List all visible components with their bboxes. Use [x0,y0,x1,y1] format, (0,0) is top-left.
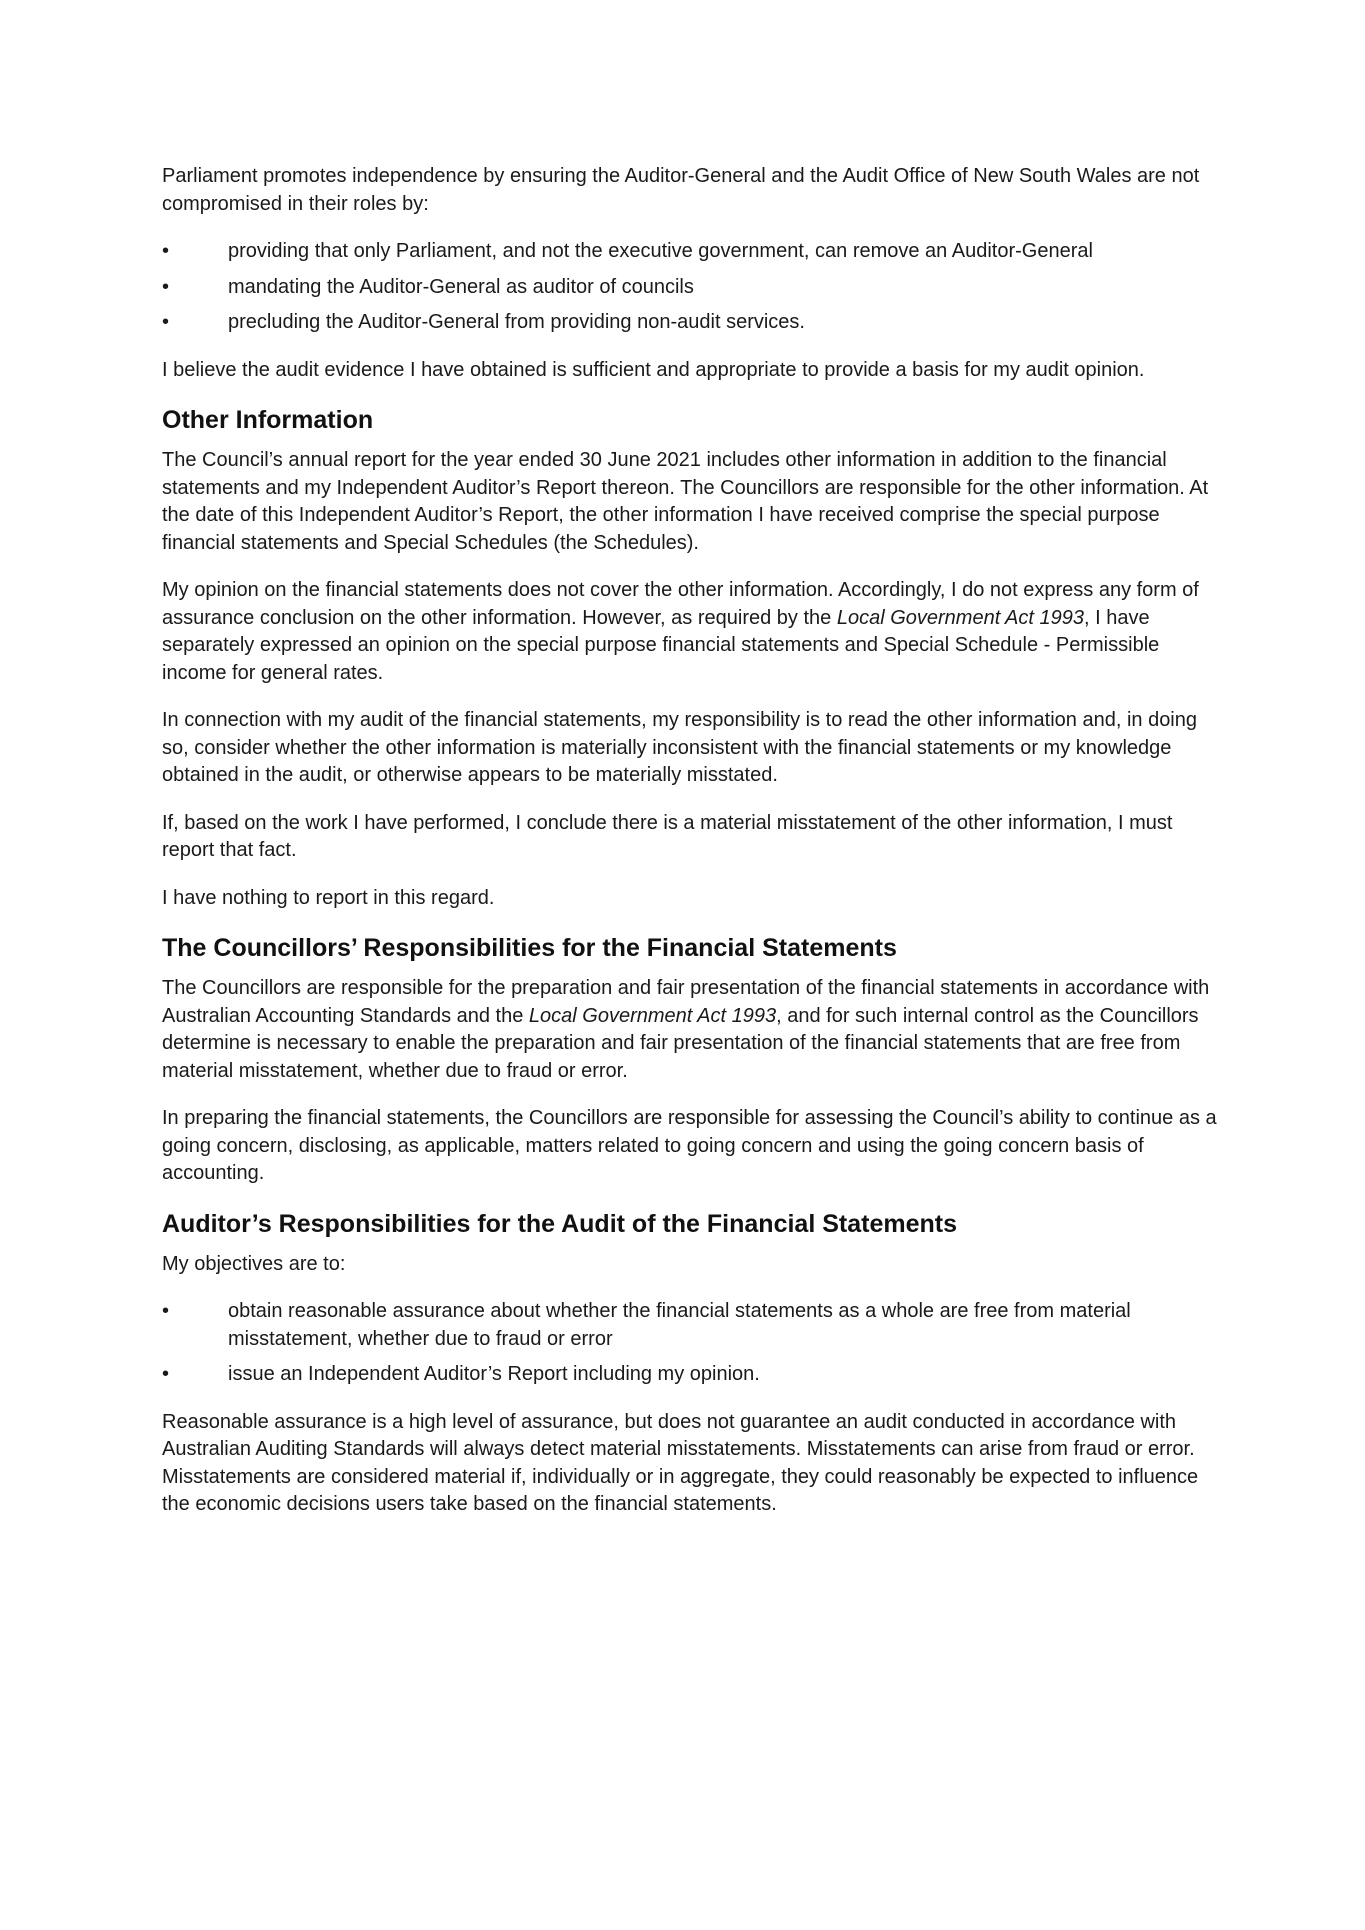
auditor-responsibilities-heading: Auditor’s Responsibilities for the Audit of the Financial Statements [162,1209,957,1238]
list-item: • issue an Independent Auditor’s Report including my opinion. [162,1361,1222,1389]
auditor-paragraph-1: My objectives are to: [162,1252,346,1275]
other-information-heading: Other Information [162,406,374,434]
councillors-paragraph-1: The Councillors are responsible for the preparation and fair presentation of the financial statements in accordance with Australian Accounting Standards and the Local Government Act 1993, and for such internal control as the Councillors determine is necessary to enable the preparation and fair presentation of the financial statements that are free from material misstatement, whether due to fraud or error. [162,977,1210,1082]
councillors-paragraph-2: In preparing the financial statements, the Councillors are responsible for assessing the Council’s ability to continue as a going concern, disclosing, as applicable, matters related to going concern and using the going concern basis of accounting. [162,1107,1217,1184]
act-title: Local Government Act 1993 [528,1004,777,1027]
other-info-paragraph-5: I have nothing to report in this regard. [162,886,495,909]
bullet-icon: • [162,311,170,333]
objectives-list [162,1298,1222,1389]
independence-paragraph: Parliament promotes independence by ensuring the Auditor-General and the Audit Office of New South Wales are not compromised in their roles by: [162,165,1200,215]
other-info-paragraph-4: If, based on the work I have performed, I conclude there is a material misstatement of the other information, I must report that fact. [162,811,1173,861]
list-item: • precluding the Auditor-General from providing non-audit services. [162,309,1222,337]
councillors-responsibilities-heading: The Councillors’ Responsibilities for the Financial Statements [162,934,897,962]
auditor-paragraph-2: Reasonable assurance is a high level of assurance, but does not guarantee an audit conducted in accordance with Australian Auditing Standards will always detect material misstatements. Misstatements can arise from fraud or error. Misstatements are considered material if, individually or in aggregate, they could reasonably be expected to influence the economic decisions users take based on the financial statements. [162,1410,1199,1515]
list-item: • mandating the Auditor-General as auditor of councils [162,274,1222,302]
bullet-icon: • [162,1363,170,1385]
bullet-icon: • [162,1300,170,1322]
bullet-icon: • [162,240,170,262]
list-item: • obtain reasonable assurance about whether the financial statements as a whole are free from material misstatement, whether due to fraud or error [162,1300,1131,1350]
bullet-icon: • [162,275,170,298]
document-body [162,163,1222,1539]
other-info-paragraph-2: My opinion on the financial statements does not cover the other information. Accordingly, I do not express any form of assurance conclusion on the other information. However, as required by the Local Government Act 1993, I have separately expressed an opinion on the special purpose financial statements and Special Schedule - Permissible income for general rates. [162,579,1199,684]
independence-list [162,238,1222,337]
other-info-paragraph-1: The Council’s annual report for the year ended 30 June 2021 includes other information in addition to the financial statements and my Independent Auditor’s Report thereon. The Councillors are responsible for the other information. At the date of this Independent Auditor’s Report, the other information I have received comprise the special purpose financial statements and Special Schedules (the Schedules). [162,449,1209,554]
act-title: Local Government Act 1993 [836,606,1085,629]
evidence-paragraph: I believe the audit evidence I have obtained is sufficient and appropriate to provide a basis for my audit opinion. [162,358,1145,381]
list-item: • providing that only Parliament, and not the executive government, can remove an Auditor-General [162,238,1222,266]
other-info-paragraph-3: In connection with my audit of the financial statements, my responsibility is to read the other information and, in doing so, consider whether the other information is materially inconsistent with the financial statements or my knowledge obtained in the audit, or otherwise appears to be materially misstated. [162,709,1197,786]
